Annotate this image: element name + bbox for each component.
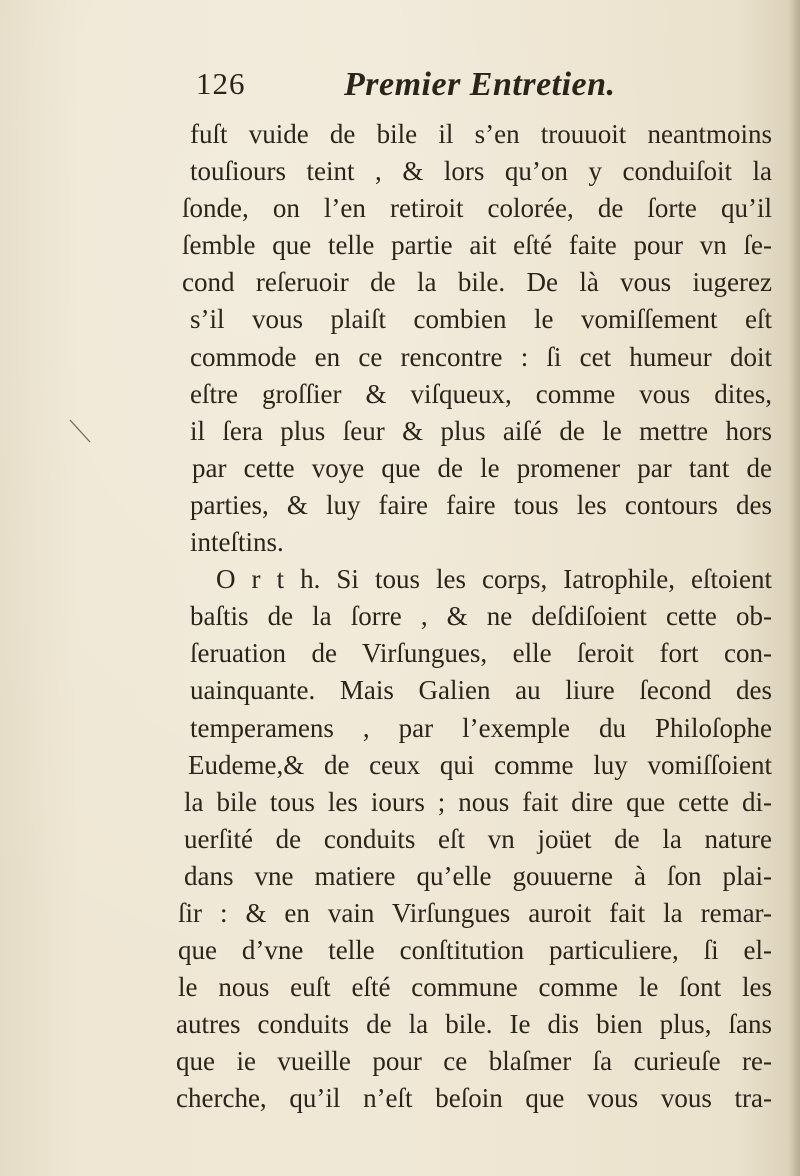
text-line: parties, & luy faire faire tous les contours des — [190, 489, 772, 520]
text-line: la bile tous les iours ; nous fait dire que cette di- — [184, 786, 772, 817]
text-line: touſiours teint , & lors qu’on y conduiſoit la — [190, 156, 772, 187]
text-line: il ſera plus ſeur & plus aiſé de le mettre hors — [190, 415, 772, 446]
text-line: eſtre groſſier & viſqueux, comme vous dites, — [190, 378, 772, 409]
text-line: que ie vueille pour ce blaſmer ſa curieuſe re- — [176, 1046, 772, 1077]
running-head: Premier Entretien. — [344, 66, 616, 103]
text-line: ſir : & en vain Virſungues auroit fait la remar- — [178, 897, 772, 928]
text-line: par cette voye que de le promener par tant de — [192, 452, 772, 483]
text-line: ſemble que telle partie ait eſté faite pour vn ſe- — [182, 230, 772, 261]
text-line: autres conduits de la bile. Ie dis bien plus, ſans — [176, 1009, 772, 1040]
text-line: O r t h. Si tous les corps, Iatrophile, eſtoient — [216, 564, 772, 595]
body-text — [172, 116, 772, 1118]
text-line: le nous euſt eſté commune comme le ſont les — [178, 972, 772, 1003]
text-line: cherche, qu’il n’eſt beſoin que vous vous tra- — [176, 1083, 772, 1114]
text-line: Eudeme,& de ceux qui comme luy vomiſſoient — [188, 749, 772, 780]
text-line: cond reſeruoir de la bile. De là vous iugerez — [182, 267, 772, 298]
text-line: uerſité de conduits eſt vn joüet de la nature — [184, 823, 772, 854]
text-line: s’il vous plaiſt combien le vomiſſement eſt — [190, 304, 772, 335]
text-line: temperamens , par l’exemple du Philoſophe — [190, 712, 772, 743]
text-line: inteſtins. — [190, 527, 284, 558]
text-line: ſonde, on l’en retiroit colorée, de ſorte qu’il — [182, 193, 772, 224]
text-line: que d’vne telle conſtitution particuliere, ſi el- — [178, 935, 772, 966]
page-number: 126 — [196, 66, 246, 101]
page-edge-shadow — [788, 0, 800, 1176]
text-line: dans vne matiere qu’elle gouuerne à ſon plai- — [184, 860, 772, 891]
text-line: baſtis de la ſorre , & ne deſdiſoient cette ob- — [190, 601, 772, 632]
text-line: fuſt vuide de bile il s’en trouuoit neantmoins — [190, 119, 772, 149]
text-line: uainquante. Mais Galien au liure ſecond des — [190, 675, 772, 706]
margin-pencil-mark — [68, 418, 92, 444]
text-line: ſeruation de Virſungues, elle ſeroit fort con- — [190, 638, 772, 669]
text-line: commode en ce rencontre : ſi cet humeur doit — [190, 341, 772, 372]
page-header — [196, 66, 686, 110]
